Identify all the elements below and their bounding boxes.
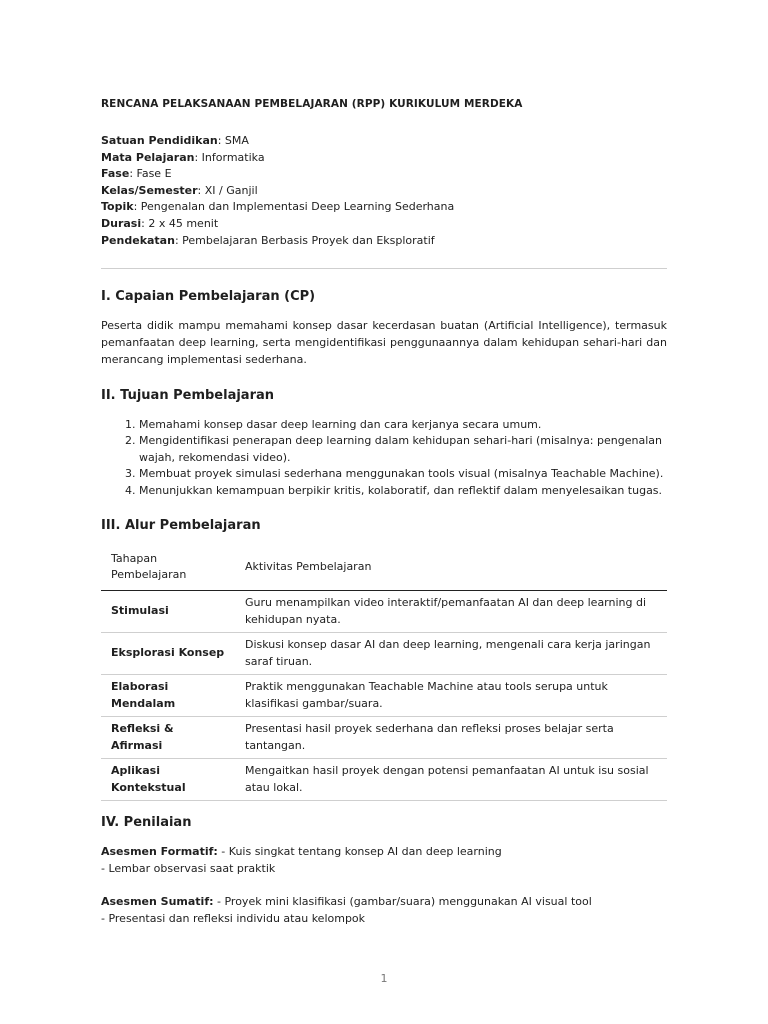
page-number: 1 (380, 972, 388, 985)
asesmen-label: Asesmen Formatif: (101, 845, 218, 859)
table-row (101, 591, 667, 633)
meta-value: : Fase E (129, 167, 172, 181)
meta-pendekatan (101, 233, 667, 250)
meta-value: : Pengenalan dan Implementasi Deep Learning Sederhana (133, 200, 455, 214)
section-divider (101, 268, 667, 269)
table-row (101, 675, 667, 717)
asesmen-line: - Presentasi dan refleksi individu atau kelompok (101, 911, 366, 925)
stage-cell: Aplikasi Kontekstual (111, 764, 186, 794)
list-item: 1. Memahami konsep dasar deep learning dan cara kerjanya secara umum. (139, 417, 667, 434)
meta-mapel (101, 150, 667, 167)
activity-cell: Mengaitkan hasil proyek dengan potensi pemanfaatan AI untuk isu sosial atau lokal. (245, 764, 649, 794)
asesmen-line: - Kuis singkat tentang konsep AI dan deep learning (217, 845, 502, 859)
column-header-stage: Tahapan Pembelajaran (111, 552, 187, 582)
meta-value: : 2 x 45 menit (141, 216, 219, 230)
list-item: 4. Menunjukkan kemampuan berpikir kritis, kolaboratif, dan reflektif dalam menyelesaikan tugas. (139, 483, 667, 500)
meta-label: Topik (101, 200, 134, 214)
meta-satuan (101, 133, 667, 150)
table-row (101, 717, 667, 759)
meta-topik (101, 199, 667, 216)
meta-label: Pendekatan (101, 233, 175, 247)
section-heading-penilaian: IV. Penilaian (101, 815, 192, 831)
alur-table (101, 547, 667, 802)
list-item: 3. Membuat proyek simulasi sederhana menggunakan tools visual (misalnya Teachable Machine). (139, 466, 667, 483)
list-item: 2. Mengidentifikasi penerapan deep learning dalam kehidupan sehari-hari (misalnya: pengenalan wajah, rekomendasi video). (139, 433, 667, 466)
table-header-row (101, 547, 667, 591)
section-heading-tujuan: II. Tujuan Pembelajaran (101, 387, 275, 403)
table-row (101, 759, 667, 801)
asesmen-label: Asesmen Sumatif: (101, 895, 214, 909)
document-title: RENCANA PELAKSANAAN PEMBELAJARAN (RPP) KURIKULUM MERDEKA (101, 98, 523, 110)
meta-value: : Informatika (194, 150, 265, 164)
activity-cell: Presentasi hasil proyek sederhana dan refleksi proses belajar serta tantangan. (245, 722, 614, 752)
section-heading-alur: III. Alur Pembelajaran (101, 517, 261, 533)
column-header-activity: Aktivitas Pembelajaran (245, 560, 372, 574)
meta-label: Kelas/Semester (101, 183, 198, 197)
activity-cell: Guru menampilkan video interaktif/pemanfaatan AI dan deep learning di kehidupan nyata. (245, 596, 647, 626)
asesmen-formatif (101, 844, 667, 877)
meta-durasi (101, 216, 667, 233)
meta-value: : Pembelajaran Berbasis Proyek dan Eksploratif (174, 233, 435, 247)
asesmen-line: - Lembar observasi saat praktik (101, 861, 276, 875)
meta-value: : SMA (217, 134, 249, 147)
stage-cell: Elaborasi Mendalam (111, 680, 176, 710)
cp-paragraph: Peserta didik mampu memahami konsep dasar kecerdasan buatan (Artificial Intelligence), termasuk pemanfaatan deep learning, serta mengidentifikasi penggunaannya dalam kehidupan sehari-hari dan merancang implementasi sederhana. (101, 319, 667, 366)
tujuan-list (101, 417, 667, 500)
meta-label: Durasi (101, 216, 142, 230)
activity-cell: Diskusi konsep dasar AI dan deep learning, mengenali cara kerja jaringan saraf tiruan. (245, 638, 651, 668)
meta-fase (101, 166, 667, 183)
meta-block (101, 133, 667, 249)
meta-label: Satuan Pendidikan (101, 134, 218, 147)
meta-value: : XI / Ganjil (197, 183, 258, 197)
meta-kelas (101, 183, 667, 200)
meta-label: Fase (101, 167, 130, 181)
asesmen-sumatif (101, 894, 667, 927)
stage-cell: Eksplorasi Konsep (111, 646, 225, 660)
meta-label: Mata Pelajaran (101, 150, 195, 164)
asesmen-line: - Proyek mini klasifikasi (gambar/suara) menggunakan AI visual tool (213, 895, 592, 909)
activity-cell: Praktik menggunakan Teachable Machine atau tools serupa untuk klasifikasi gambar/suara. (245, 680, 608, 710)
document-page (101, 98, 667, 944)
stage-cell: Refleksi & Afirmasi (111, 722, 174, 752)
stage-cell: Stimulasi (111, 604, 169, 618)
section-heading-cp: I. Capaian Pembelajaran (CP) (101, 289, 316, 305)
table-row (101, 633, 667, 675)
